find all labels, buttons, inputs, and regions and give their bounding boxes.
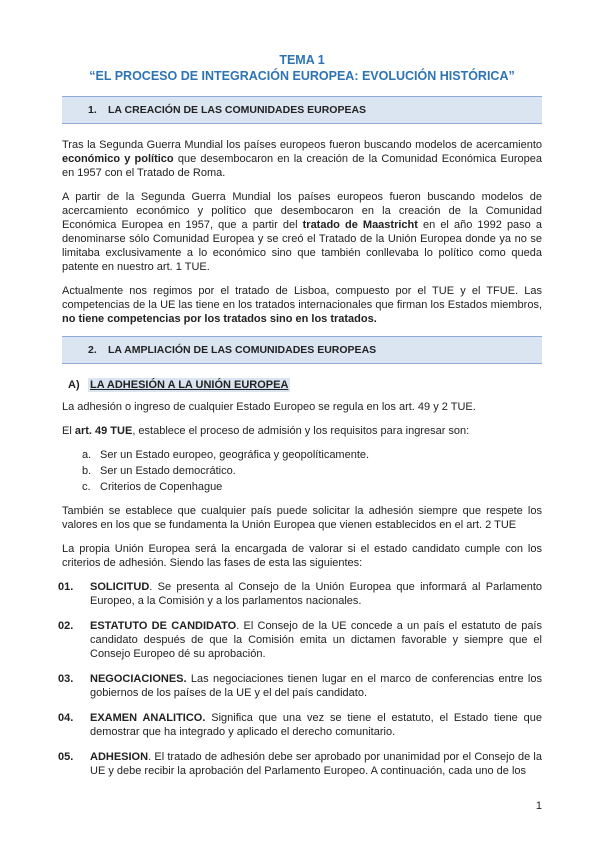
phase-text (90, 711, 542, 739)
text: Actualmente nos regimos por el tratado de Lisboa, compuesto por el TUE y el TFUE. Las competencias de la UE las tiene en los tratados internacionales que firman los Estados miembros, (62, 285, 542, 311)
bold-text: no tiene competencias por los tratados sino en los tratados. (62, 313, 377, 325)
bold-text: económico y político (62, 153, 174, 165)
phase-number: 05. (58, 751, 74, 763)
section-number: 2. (88, 344, 97, 356)
phase-heading: ADHESION (90, 751, 149, 763)
section-heading-1 (62, 96, 542, 124)
phase-heading: EXAMEN ANALITICO. (90, 712, 206, 724)
section-title: LA CREACIÓN DE LAS COMUNIDADES EUROPEAS (108, 104, 367, 116)
phase-item (58, 711, 542, 739)
page-number: 1 (535, 800, 542, 812)
phase-item (58, 619, 542, 661)
section-heading-2 (62, 336, 542, 364)
paragraph (62, 138, 542, 180)
list-item (82, 448, 542, 462)
requirements-list (62, 448, 542, 494)
phase-heading: ESTATUTO DE CANDIDATO (90, 620, 237, 632)
paragraph: La propia Unión Europea será la encargada de valorar si el estado candidato cumple con los criterios de adhesión. Siendo las fases de esta las siguientes: (62, 543, 542, 569)
text: Las negociaciones tienen lugar en el marco de conferencias entre los gobiernos de los países de la UE y el del país candidato. (90, 673, 542, 699)
paragraph: También se establece que cualquier país puede solicitar la adhesión siempre que respete los valores en los que se fundamenta la Unión Europea que vienen establecidos en el art. 2 TUE (62, 505, 542, 531)
document-subtitle: “EL PROCESO DE INTEGRACIÓN EUROPEA: EVOLUCIÓN HISTÓRICA” (89, 69, 515, 83)
phase-text (90, 580, 542, 608)
subsection-letter: A) (68, 379, 80, 391)
phase-number: 02. (58, 620, 74, 632)
list-marker: b. (82, 465, 92, 477)
phase-item (58, 750, 542, 778)
text: . Se presenta al Consejo de la Unión Europea que informará al Parlamento Europeo, a la Comisión y a los parlamentos nacionales. (90, 581, 542, 607)
paragraph (62, 284, 542, 326)
phase-text (90, 672, 542, 700)
phase-heading: SOLICITUD (90, 581, 150, 593)
paragraph (62, 424, 542, 438)
phase-number: 01. (58, 581, 74, 593)
phase-number: 04. (58, 712, 74, 724)
paragraph: La adhesión o ingreso de cualquier Estado Europeo se regula en los art. 49 y 2 TUE. (62, 401, 476, 413)
phase-number: 03. (58, 673, 74, 685)
phase-item (58, 672, 542, 700)
list-item (82, 480, 542, 494)
text: Tras la Segunda Guerra Mundial los países europeos fueron buscando modelos de acercamiento (62, 139, 542, 151)
bold-text: tratado de Maastricht (302, 219, 418, 231)
subsection-title: LA ADHESIÓN A LA UNIÓN EUROPEA (90, 379, 289, 391)
phase-text (90, 619, 542, 661)
phase-item (58, 580, 542, 608)
text: que desembocaron en la creación de la Comunidad Económica Europea en 1957 con el Tratado de Roma. (62, 153, 542, 179)
list-marker: c. (82, 481, 91, 493)
list-text: Ser un Estado europeo, geográfica y geopolíticamente. (100, 449, 370, 461)
list-marker: a. (82, 449, 92, 461)
document-page (58, 52, 542, 789)
text: Significa que una vez se tiene el estatuto, el Estado tiene que demostrar que ha integrado y aplicado el derecho comunitario. (90, 712, 542, 738)
list-item (82, 464, 542, 478)
bold-text: art. 49 TUE (74, 425, 133, 437)
list-text: Ser un Estado democrático. (100, 465, 236, 477)
section-number: 1. (88, 104, 97, 116)
section-title: LA AMPLIACIÓN DE LAS COMUNIDADES EUROPEAS (108, 344, 377, 356)
phase-heading: NEGOCIACIONES. (90, 673, 187, 685)
text: El (62, 425, 75, 437)
text: A partir de la Segunda Guerra Mundial los países europeos fueron buscando modelos de acercamiento económico y político que desembocaron en la creación de la Comunidad Económica Europea en 1957, que a partir del (62, 191, 542, 231)
text: . El tratado de adhesión debe ser aprobado por unanimidad por el Consejo de la UE y debe recibir la aprobación del Parlamento Europeo. A continuación, cada uno de los (90, 751, 542, 777)
text: . El Consejo de la UE concede a un país el estatuto de país candidato después de que la Comisión emita un dictamen favorable y siempre que el Consejo Europeo dé su aprobación. (90, 620, 542, 660)
phase-text (90, 750, 542, 778)
document-title: TEMA 1 (279, 53, 325, 67)
text: en el año 1992 paso a denominarse sólo Comunidad Europea y se creó el Tratado de la Unión Europea donde ya no se limitaba exclusivamente a lo económico sino que también conllevaba lo político como queda patente en nuestro art. 1 TUE. (62, 219, 542, 273)
list-text: Criterios de Copenhague (100, 481, 223, 493)
text: , establece el proceso de admisión y los requisitos para ingresar son: (132, 425, 470, 437)
paragraph (62, 190, 542, 274)
subsection-heading (62, 378, 542, 392)
